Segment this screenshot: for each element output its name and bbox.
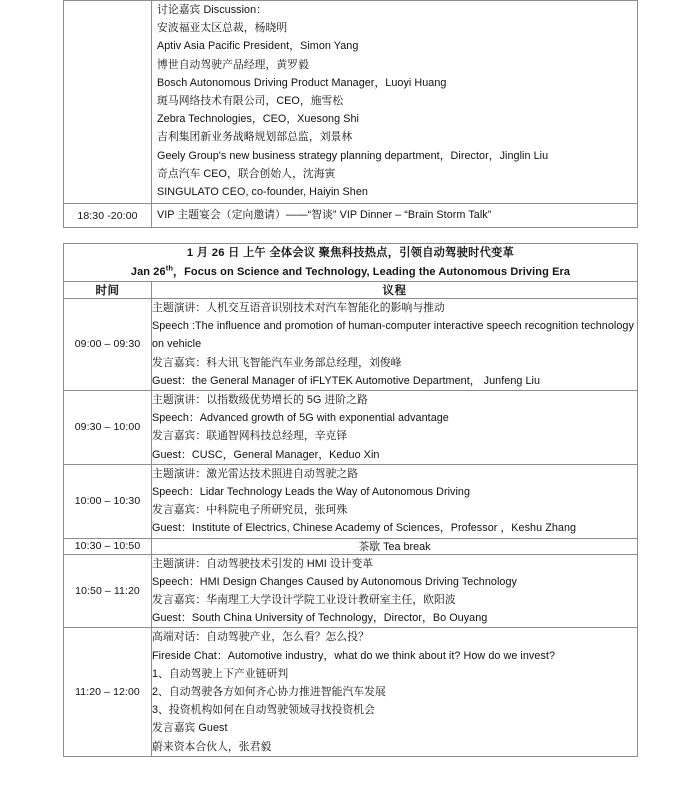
- vip-dinner-line: [157, 207, 633, 224]
- session-line-label: 主题演讲：: [152, 394, 207, 407]
- session-line: [152, 465, 637, 483]
- session-line-text: 科大讯飞智能汽车业务部总经理，刘俊峰: [206, 356, 402, 369]
- session-line: [152, 738, 637, 756]
- table-row: [64, 538, 638, 554]
- session-line-text: Institute of Electrics, Chinese Academy of Sciences，Professor ，Keshu Zhang: [191, 522, 577, 535]
- discussion-line: 吉利集团新业务战略规划部总监，刘景林: [157, 131, 353, 144]
- session-line: [152, 483, 637, 501]
- session-line-label: Guest：: [152, 374, 192, 387]
- session-line: [152, 372, 637, 390]
- session-detail-cell: [152, 391, 638, 465]
- session-line-text: The influence and promotion of human-computer interactive speech recognition technology on vehicle: [152, 320, 634, 351]
- session-detail-cell: [152, 554, 638, 628]
- vip-dinner-cell: [152, 204, 638, 228]
- session-line: [152, 299, 637, 317]
- session-line: [152, 501, 637, 519]
- table-row: [64, 391, 638, 465]
- time-cell: 09:00 – 09:30: [64, 299, 152, 391]
- table-row: [64, 628, 638, 756]
- session-line: [152, 609, 637, 627]
- column-header-time: 时间: [64, 282, 152, 299]
- session-line-text: 蔚来资本合伙人，张君毅: [152, 740, 272, 753]
- session-line-label: 主题演讲：: [152, 302, 207, 314]
- session-line-label: Speech：: [152, 486, 200, 499]
- discussion-line: Bosch Autonomous Driving Product Manager，Luoyi Huang: [157, 76, 447, 89]
- time-cell: 11:20 – 12:00: [64, 628, 152, 756]
- session-line: [152, 519, 637, 537]
- session-line: [152, 628, 637, 646]
- session-detail-cell: [152, 464, 638, 538]
- session-line-text: Automotive industry，what do we think about it? How do we invest?: [227, 649, 555, 662]
- session-line-label: 发言嘉宾：: [152, 594, 207, 607]
- session-line-text: 人机交互语音识别技术对汽车智能化的影响与推动: [206, 302, 445, 314]
- discussion-line: Geely Group's new business strategy planning department，Director，Jinglin Liu: [157, 149, 549, 162]
- session-line: [152, 391, 637, 409]
- discussion-heading-cn: 讨论嘉宾: [157, 4, 201, 16]
- agenda-table-jan26-morning: [63, 243, 638, 757]
- column-header-agenda: 议程: [152, 282, 638, 299]
- session-line-text: 联通智网科技总经理，辛克铎: [206, 430, 348, 443]
- session-line-label: 发言嘉宾：: [152, 356, 207, 369]
- time-cell: 18:30 -20:00: [64, 204, 152, 228]
- session-line-label: 主题演讲：: [152, 557, 207, 570]
- session-line: [152, 555, 637, 573]
- session-line: [152, 354, 637, 372]
- session-line-text: Advanced growth of 5G with exponential advantage: [199, 412, 449, 425]
- session-line-text: 中科院电子所研究员，张珂殊: [206, 504, 348, 517]
- session-line-text: South China University of Technology，Director，Bo Ouyang: [191, 612, 488, 625]
- session-line-text: the General Manager of iFLYTEK Automotive Department， Junfeng Liu: [191, 374, 541, 387]
- vip-dinner-en: VIP Dinner – “Brain Storm Talk”: [336, 209, 492, 222]
- session-line: [152, 647, 637, 665]
- session-line-text: 自动驾驶技术引发的 HMI 设计变革: [206, 557, 374, 570]
- session-line-text: 3、投资机构如何在自动驾驶领域寻找投资机会: [152, 704, 375, 717]
- session-line-text: 自动驾驶产业，怎么看？怎么投？: [206, 631, 369, 644]
- session-line-label: 发言嘉宾：: [152, 430, 207, 443]
- session-line-label: Guest：: [152, 612, 192, 625]
- session-line: [152, 446, 637, 464]
- time-cell: 10:00 – 10:30: [64, 464, 152, 538]
- session-line-text: 以指数级优势增长的 5G 进阶之路: [206, 394, 368, 407]
- discussion-line: 博世自动驾驶产品经理，黄罗毅: [157, 58, 309, 71]
- session-banner: [64, 244, 638, 282]
- discussion-heading: [157, 1, 633, 19]
- table-row: [64, 204, 638, 228]
- session-line: [152, 317, 637, 353]
- discussion-heading-en-text: Discussion：: [203, 4, 268, 16]
- banner-title-en-prefix: Jan 26: [130, 266, 166, 278]
- session-detail-cell: [152, 628, 638, 756]
- session-line-label: 发言嘉宾：: [152, 504, 207, 517]
- discussion-line: 斑马网络技术有限公司，CEO，施雪松: [157, 95, 344, 108]
- session-line-text: 2、自动驾驶各方如何齐心协力推进智能汽车发展: [152, 686, 386, 699]
- table-header-row: [64, 244, 638, 282]
- banner-title-ordinal: th: [165, 263, 173, 273]
- session-line: [152, 427, 637, 445]
- session-line-label: Speech :: [152, 320, 196, 333]
- session-line: [152, 719, 637, 737]
- vip-dinner-cn: VIP 主题宴会（定向邀请）——“智谈”: [157, 209, 337, 222]
- banner-title-en-suffix: ，Focus on Science and Technology, Leading the Autonomous Driving Era: [173, 266, 571, 278]
- table-row: [64, 554, 638, 628]
- session-line-label: 发言嘉宾 Guest: [152, 722, 228, 735]
- session-detail-cell: [152, 299, 638, 391]
- session-line-text: Lidar Technology Leads the Way of Autonomous Driving: [199, 486, 471, 499]
- discussion-guests-cell: [152, 1, 638, 204]
- discussion-line: Zebra Technologies，CEO，Xuesong Shi: [157, 113, 359, 126]
- session-line: [152, 573, 637, 591]
- session-line: [152, 591, 637, 609]
- time-cell: 10:50 – 11:20: [64, 554, 152, 628]
- session-line-text: 激光雷达技术照进自动驾驶之路: [206, 467, 359, 480]
- session-line-label: Guest：: [152, 522, 192, 535]
- time-cell: [64, 1, 152, 204]
- table-row: [64, 464, 638, 538]
- session-line-label: Fireside Chat：: [152, 649, 228, 662]
- discussion-line: 奇点汽车 CEO，联合创始人，沈海寅: [157, 167, 336, 180]
- session-line: [152, 665, 637, 683]
- column-header-row: [64, 282, 638, 299]
- tea-break-cell: 茶歇 Tea break: [152, 538, 638, 554]
- session-line-label: 高端对话：: [152, 631, 207, 644]
- session-line-text: 1、自动驾驶上下产业链研判: [152, 667, 289, 680]
- time-cell: 10:30 – 10:50: [64, 538, 152, 554]
- time-cell: 09:30 – 10:00: [64, 391, 152, 465]
- session-line-label: 主题演讲：: [152, 467, 207, 480]
- discussion-line: 安波福亚太区总裁，杨晓明: [157, 22, 288, 35]
- discussion-line: SINGULATO CEO, co-founder, Haiyin Shen: [157, 186, 368, 199]
- session-line: [152, 701, 637, 719]
- session-line-label: Speech：: [152, 412, 200, 425]
- discussion-line: Aptiv Asia Pacific President，Simon Yang: [157, 40, 359, 53]
- session-line-label: Speech：: [152, 575, 200, 588]
- session-line-text: 华南理工大学设计学院工业设计教研室主任，欧阳波: [206, 594, 456, 607]
- table-row: [64, 299, 638, 391]
- banner-title-cn: 1 月 26 日 上午 全体会议 聚焦科技热点，引领自动驾驶时代变革: [186, 247, 515, 259]
- session-line-text: CUSC，General Manager，Keduo Xin: [191, 448, 380, 461]
- agenda-table-continued: [63, 0, 638, 228]
- session-line-text: HMI Design Changes Caused by Autonomous Driving Technology: [199, 575, 517, 588]
- table-row: [64, 1, 638, 204]
- session-line: [152, 409, 637, 427]
- session-line-label: Guest：: [152, 448, 192, 461]
- banner-title-en: [64, 263, 637, 281]
- session-line: [152, 683, 637, 701]
